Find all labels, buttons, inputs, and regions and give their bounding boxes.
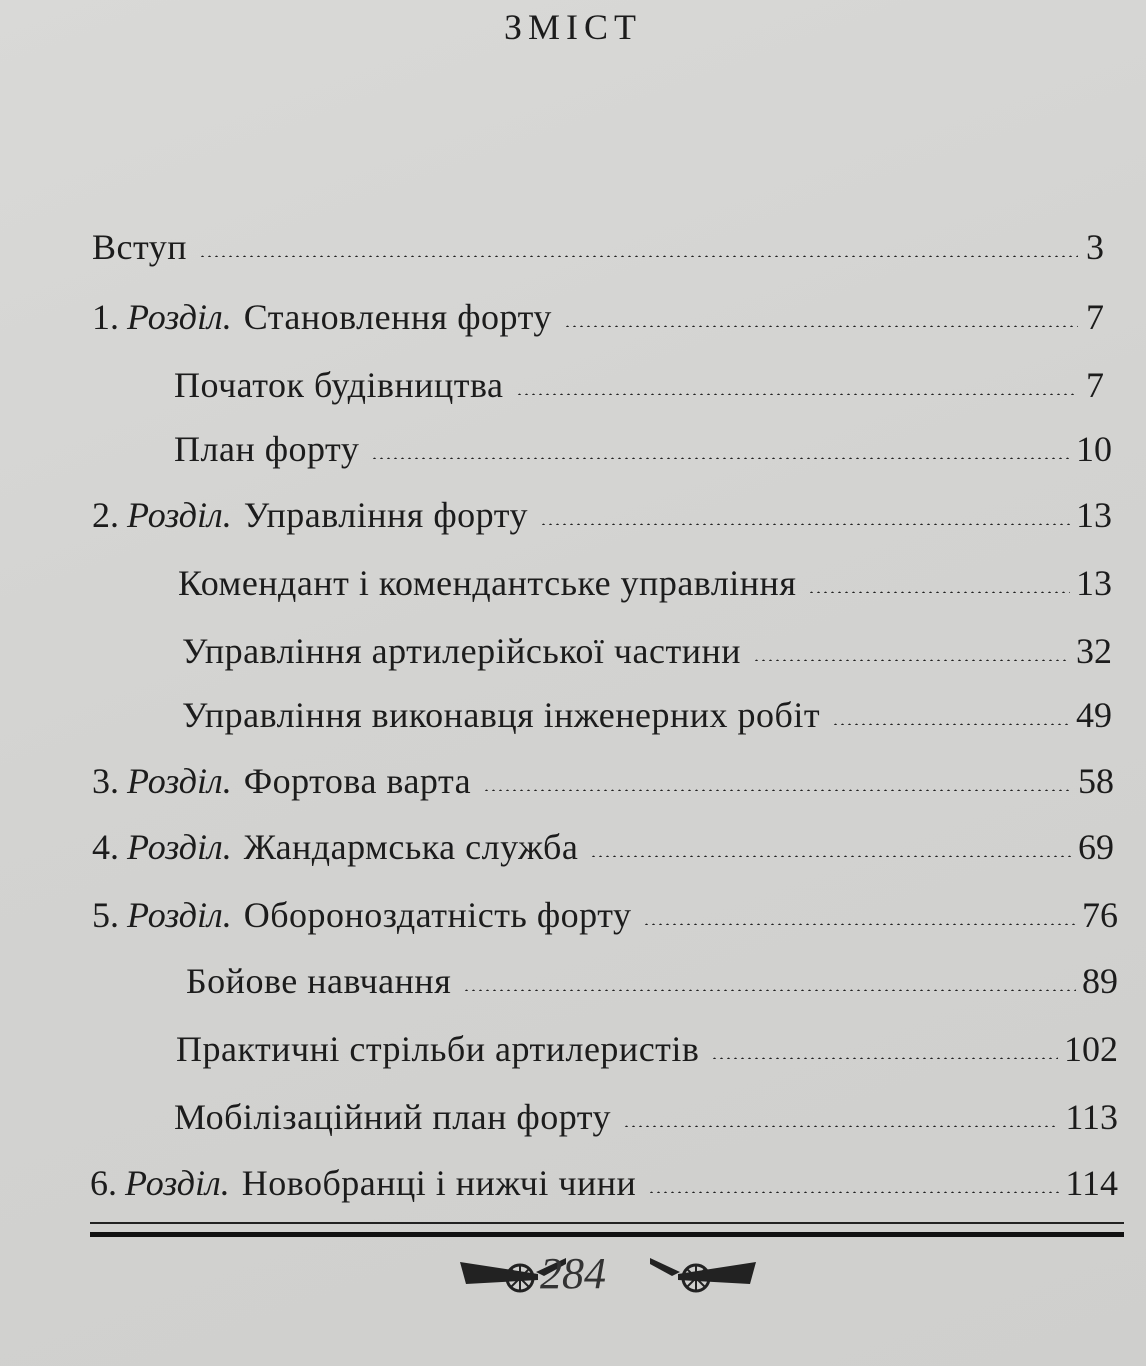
footer-rule-thin <box>90 1222 1124 1224</box>
toc-entry-title: Новобранці і нижчі чини <box>241 1163 637 1203</box>
chapter-number: 2. <box>92 495 119 535</box>
chapter-number: 4. <box>92 827 119 867</box>
toc-entry-intro <box>92 226 1104 268</box>
toc-entry-page: 10 <box>1076 429 1112 469</box>
toc-entry-section <box>178 562 1112 604</box>
chapter-word: Розділ. <box>127 895 232 935</box>
chapter-word: Розділ. <box>127 761 232 801</box>
leader-dots <box>540 523 1070 525</box>
page-title: ЗМІСТ <box>503 7 643 47</box>
toc-entry-chapter-6 <box>90 1162 1118 1204</box>
toc-entry-page: 13 <box>1076 563 1112 603</box>
toc-entry-page: 102 <box>1064 1029 1118 1069</box>
toc-entry-section <box>186 960 1118 1002</box>
toc-entry-page: 3 <box>1086 227 1104 267</box>
toc-entry-page: 49 <box>1076 695 1112 735</box>
footer-rule-thick <box>90 1232 1124 1237</box>
toc-entry-title: Управління форту <box>243 495 528 535</box>
toc-entry-section <box>174 1096 1118 1138</box>
toc-entry-page: 76 <box>1082 895 1118 935</box>
toc-entry-title: Мобілізаційний план форту <box>174 1097 612 1137</box>
toc-entry-page: 7 <box>1086 297 1104 337</box>
toc-entry-chapter-2 <box>92 494 1112 536</box>
toc-entry-page: 89 <box>1082 961 1118 1001</box>
toc-entry-chapter-3 <box>92 760 1114 802</box>
chapter-number: 3. <box>92 761 119 801</box>
leader-dots <box>643 923 1076 925</box>
toc-entry-section <box>176 1028 1118 1070</box>
leader-dots <box>371 457 1070 459</box>
leader-dots <box>753 659 1070 661</box>
right-cannon-icon <box>648 1254 758 1294</box>
leader-dots <box>711 1057 1058 1059</box>
chapter-word: Розділ. <box>127 495 232 535</box>
page-footer <box>0 1246 1146 1296</box>
toc-entry-title: Фортова варта <box>243 761 472 801</box>
toc-entry-title: Початок будівництва <box>174 365 504 405</box>
toc-entry-page: 7 <box>1086 365 1104 405</box>
leader-dots <box>564 325 1078 327</box>
chapter-word: Розділ. <box>125 1163 230 1203</box>
chapter-word: Розділ. <box>127 297 232 337</box>
leader-dots <box>808 591 1070 593</box>
leader-dots <box>590 855 1072 857</box>
chapter-number: 6. <box>90 1163 117 1203</box>
leader-dots <box>483 789 1072 791</box>
page-number: 284 <box>540 1249 606 1298</box>
toc-entry-title: Управління виконавця інженерних робіт <box>182 695 821 735</box>
toc-entry-page: 114 <box>1065 1163 1118 1203</box>
leader-dots <box>463 989 1076 991</box>
toc-entry-title: Обороноздатність форту <box>243 895 632 935</box>
toc-entry-page: 13 <box>1076 495 1112 535</box>
chapter-word: Розділ. <box>127 827 232 867</box>
toc-entry-page: 113 <box>1065 1097 1118 1137</box>
toc-entry-chapter-5 <box>92 894 1118 936</box>
toc-entry-page: 69 <box>1078 827 1114 867</box>
toc-entry-title: Становлення форту <box>243 297 552 337</box>
toc-entry-title: Бойове навчання <box>186 961 452 1001</box>
toc-entry-chapter-4 <box>92 826 1114 868</box>
toc-entry-title: Комендант і комендантське управління <box>178 563 797 603</box>
toc-entry-title: Практичні стрільби артилеристів <box>176 1029 700 1069</box>
leader-dots <box>623 1125 1059 1127</box>
toc-entry-section <box>182 630 1112 672</box>
toc-entry-title: Управління артилерійської частини <box>182 631 742 671</box>
leader-dots <box>648 1191 1059 1193</box>
toc-entry-title: Жандармська служба <box>243 827 579 867</box>
leader-dots <box>516 393 1079 395</box>
chapter-number: 5. <box>92 895 119 935</box>
toc-entry-title: План форту <box>174 429 360 469</box>
toc-entry-page: 58 <box>1078 761 1114 801</box>
toc-entry-section <box>174 364 1104 406</box>
leader-dots <box>832 723 1070 725</box>
leader-dots <box>199 255 1078 257</box>
chapter-number: 1. <box>92 297 119 337</box>
toc-entry-section <box>182 694 1112 736</box>
toc-entry-chapter-1 <box>92 296 1104 338</box>
toc-entry-section <box>174 428 1112 470</box>
toc-entry-page: 32 <box>1076 631 1112 671</box>
toc-entry-title: Вступ <box>92 227 188 267</box>
